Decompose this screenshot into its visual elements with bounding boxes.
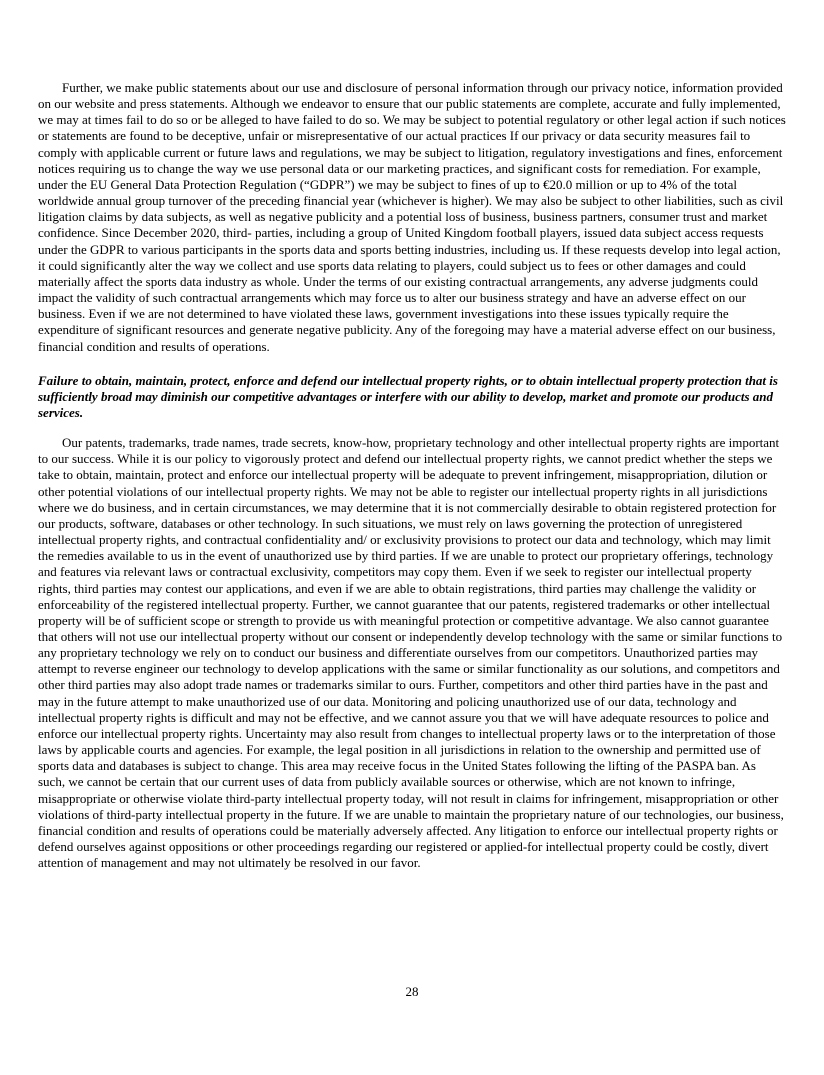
paragraph-privacy-statements: Further, we make public statements about our use and disclosure of personal information through our privacy notice, information provided on our website and press statements. Although we endeavor to ensure that our public statements are complete, accurate and fully implemented, we may at times fail to do so or be alleged to have failed to do so. We may be subject to potential regulatory or other legal action if such notices or statements are found to be deceptive, unfair or misrepresentative of our actual practices If our privacy or data security measures fail to comply with applicable current or future laws and regulations, we may be subject to litigation, regulatory investigations and fines, enforcement notices requiring us to change the way we use personal data or our marketing practices, and significant costs for remediation. For example, under the EU General Data Protection Regulation (“GDPR”) we may be subject to fines of up to €20.0 million or up to 4% of the total worldwide annual group turnover of the preceding financial year (whichever is higher). We may also be subject to other liabilities, such as civil litigation claims by data subjects, as well as negative publicity and a potential loss of business, business partners, consumer trust and market confidence. Since December 2020, third- parties, including a group of United Kingdom football players, issued data subject access requests under the GDPR to various participants in the sports data and sports betting industries, including us. If these requests develop into legal action, it could significantly alter the way we collect and use sports data relating to players, could subject us to fees or other damages and could materially affect the sports data industry as whole. Under the terms of our existing contractual arrangements, any adverse judgments could impact the validity of such contractual arrangements which may force us to alter our business strategy and have an adverse effect on our business. Even if we are not determined to have violated these laws, government investigations into these issues typically require the expenditure of significant resources and generate negative publicity. Any of the foregoing may have a material adverse effect on our business, financial condition and results of operations. (38, 80, 786, 354)
risk-factor-heading: Failure to obtain, maintain, protect, enforce and defend our intellectual property rights, or to obtain intellectual property protection that is sufficiently broad may diminish our competitive advantages or interfere with our ability to develop, market and promote our products and services. (38, 372, 778, 420)
page-number: 28 (405, 984, 419, 999)
paragraph-intellectual-property: Our patents, trademarks, trade names, trade secrets, know-how, proprietary technology and other intellectual property rights are important to our success. While it is our policy to vigorously protect and defend our intellectual property rights, we cannot predict whether the steps we take to obtain, maintain, protect and enforce our intellectual property will be adequate to prevent infringement, misappropriation, dilution or other potential violations of our intellectual property rights. We may not be able to register our intellectual property rights in all jurisdictions where we do business, and in certain circumstances, we may determine that it is not commercially desirable to obtain registered protection for our products, software, databases or other technology. In such situations, we must rely on laws governing the protection of unregistered intellectual property rights, and contractual confidentiality and/ or exclusivity provisions to protect our data and technology, which may limit the remedies available to us in the event of unauthorized use by third parties. If we are unable to protect our proprietary offerings, technology and features via relevant laws or contractual exclusivity, competitors may copy them. Even if we seek to register our intellectual property rights, third parties may contest our applications, and even if we are able to obtain registrations, third parties may challenge the validity or enforceability of the registered intellectual property. Further, we cannot guarantee that our patents, registered trademarks or other intellectual property will be of sufficient scope or strength to provide us with meaningful protection or competitive advantage. We also cannot guarantee that others will not use our intellectual property without our consent or independently develop technology with the same or similar functions to any proprietary technology we rely on to conduct our business and differentiate ourselves from our competitors. Unauthorized parties may attempt to reverse engineer our technology to develop applications with the same or similar functionality as our solutions, and competitors and other third parties may also adopt trade names or trademarks similar to ours. Further, competitors and other third parties have in the past and may in the future attempt to make unauthorized use of our data. Monitoring and policing unauthorized use of our data, technology and intellectual property rights is difficult and may not be effective, and we cannot assure you that we will have adequate resources to police and enforce our intellectual property rights. Uncertainty may also result from changes to intellectual property laws or to the interpretation of those laws by applicable courts and agencies. For example, the legal position in all jurisdictions in relation to the ownership and permitted use of sports data and databases is subject to change. This area may receive focus in the United States following the lifting of the PASPA ban. As such, we cannot be certain that our current uses of data from publicly available sources or otherwise, which are not known to infringe, misappropriate or otherwise violate third-party intellectual property today, will not result in claims for infringement, misappropriation or other violations of third-party intellectual property in the future. If we are unable to maintain the proprietary nature of our technologies, our business, financial condition and results of operations could be materially adversely affected. Any litigation to enforce our intellectual property rights or defend ourselves against oppositions or other proceedings regarding our registered or applied-for intellectual property could be costly, divert attention of management and may not ultimately be resolved in our favor. (38, 435, 784, 871)
